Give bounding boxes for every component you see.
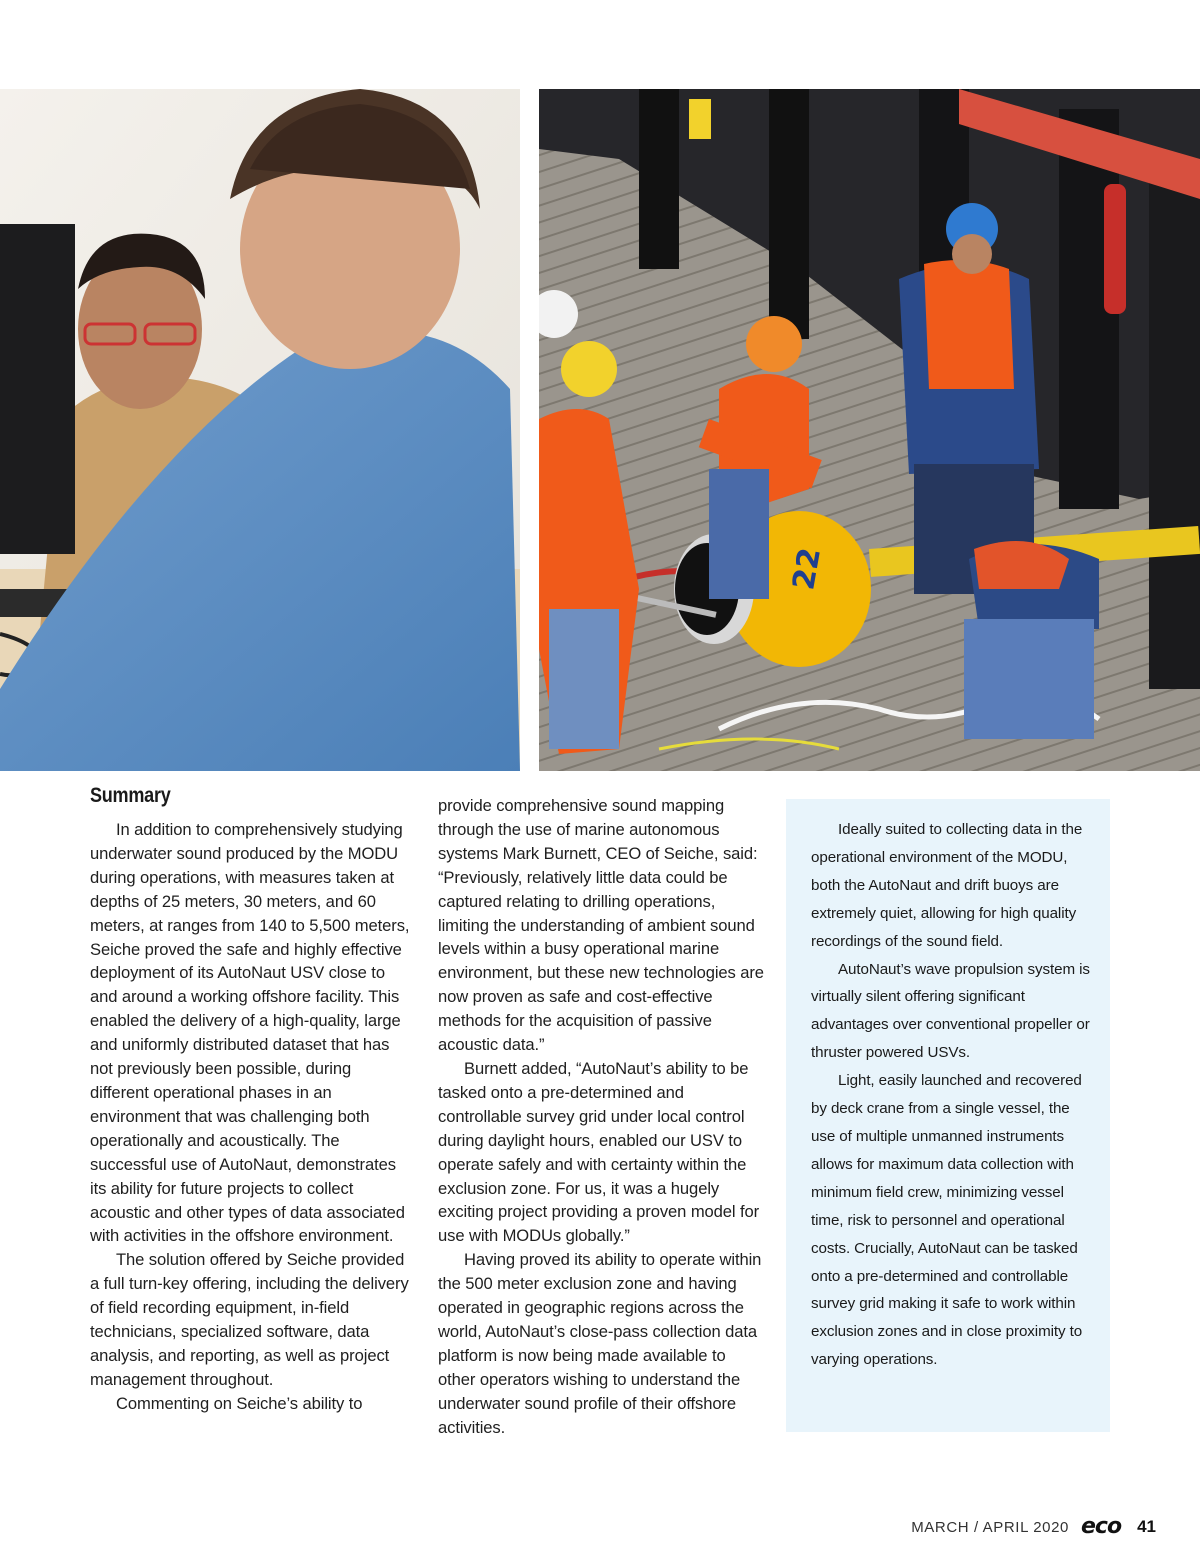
paragraph: provide comprehensive sound mapping through the use of marine autonomous systems Mark Burnett, CEO of Seiche, said: “Previously, relatively little data could be captured relating to drilling operations, limiting the understanding of ambient sound levels within a busy operational marine environment, but these new technologies are now proven as safe and cost-effective methods for the acquisition of passive acoustic data.” <box>438 796 764 1055</box>
office-workers-photo <box>0 89 520 771</box>
eco-logo: eco <box>1081 1514 1122 1539</box>
paragraph: In addition to comprehensively studying underwater sound produced by the MODU during operations, with measures taken at depths of 25 meters, 30 meters, and 60 meters, at ranges from 140 to 5,500 meters, Seiche proved the safe and highly effective deployment of its AutoNaut USV close to and around a working offshore facility. This enabled the delivery of a high-quality, large and uniformly distributed dataset that has not previously been possible, during different operational phases in an environment that was challenging both operationally and acoustically. The successful use of AutoNaut, demonstrates its ability for future projects to collect acoustic and other types of data associated with activities in the offshore environment. <box>90 820 410 1246</box>
deck-crew-buoy-photo <box>539 89 1200 771</box>
deck-photo-illustration <box>539 89 1200 771</box>
buoy-marking: 22 <box>786 545 828 593</box>
sidebar-paragraph: Ideally suited to collecting data in the operational environment of the MODU, both the AutoNaut and drift buoys are extremely quiet, allowing for high quality recordings of the sound field. <box>811 821 1083 950</box>
article-column-1 <box>90 818 412 1416</box>
section-heading: Summary <box>90 784 171 807</box>
paragraph: Commenting on Seiche’s ability to <box>116 1393 363 1413</box>
page-footer <box>911 1515 1156 1539</box>
article-column-2 <box>438 794 766 1439</box>
paragraph: Having proved its ability to operate within the 500 meter exclusion zone and having operated in geographic regions across the world, AutoNaut’s close-pass collection data platform is now being made available to other operators wishing to understand the underwater sound profile of their offshore activities. <box>438 1250 762 1437</box>
sidebar-paragraph: Light, easily launched and recovered by deck crane from a single vessel, the use of multiple unmanned instruments allows for maximum data collection with minimum field crew, minimizing vessel time, risk to personnel and operational costs. Crucially, AutoNaut can be tasked onto a pre-determined and controllable survey grid making it safe to work within exclusion zones and in close proximity to varying operations. <box>811 1072 1083 1369</box>
paragraph: The solution offered by Seiche provided a full turn-key offering, including the delivery of field recording equipment, in-field technicians, specialized software, data analysis, and reporting, as well as project management throughout. <box>90 1250 409 1389</box>
paragraph: Burnett added, “AutoNaut’s ability to be tasked onto a pre-determined and controllable survey grid under local control during daylight hours, enabled our USV to operate safely and with certainty within the exclusion zone. For us, it was a hugely exciting project providing a proven model for use with MODUs globally.” <box>438 1058 760 1246</box>
sidebar-box <box>786 799 1110 1432</box>
page-number: 41 <box>1137 1517 1156 1536</box>
office-photo-illustration <box>0 89 520 771</box>
sidebar-paragraph: AutoNaut’s wave propulsion system is virtually silent offering significant advantages over conventional propeller or thruster powered USVs. <box>811 960 1090 1062</box>
issue-date: MARCH / APRIL 2020 <box>911 1518 1069 1536</box>
